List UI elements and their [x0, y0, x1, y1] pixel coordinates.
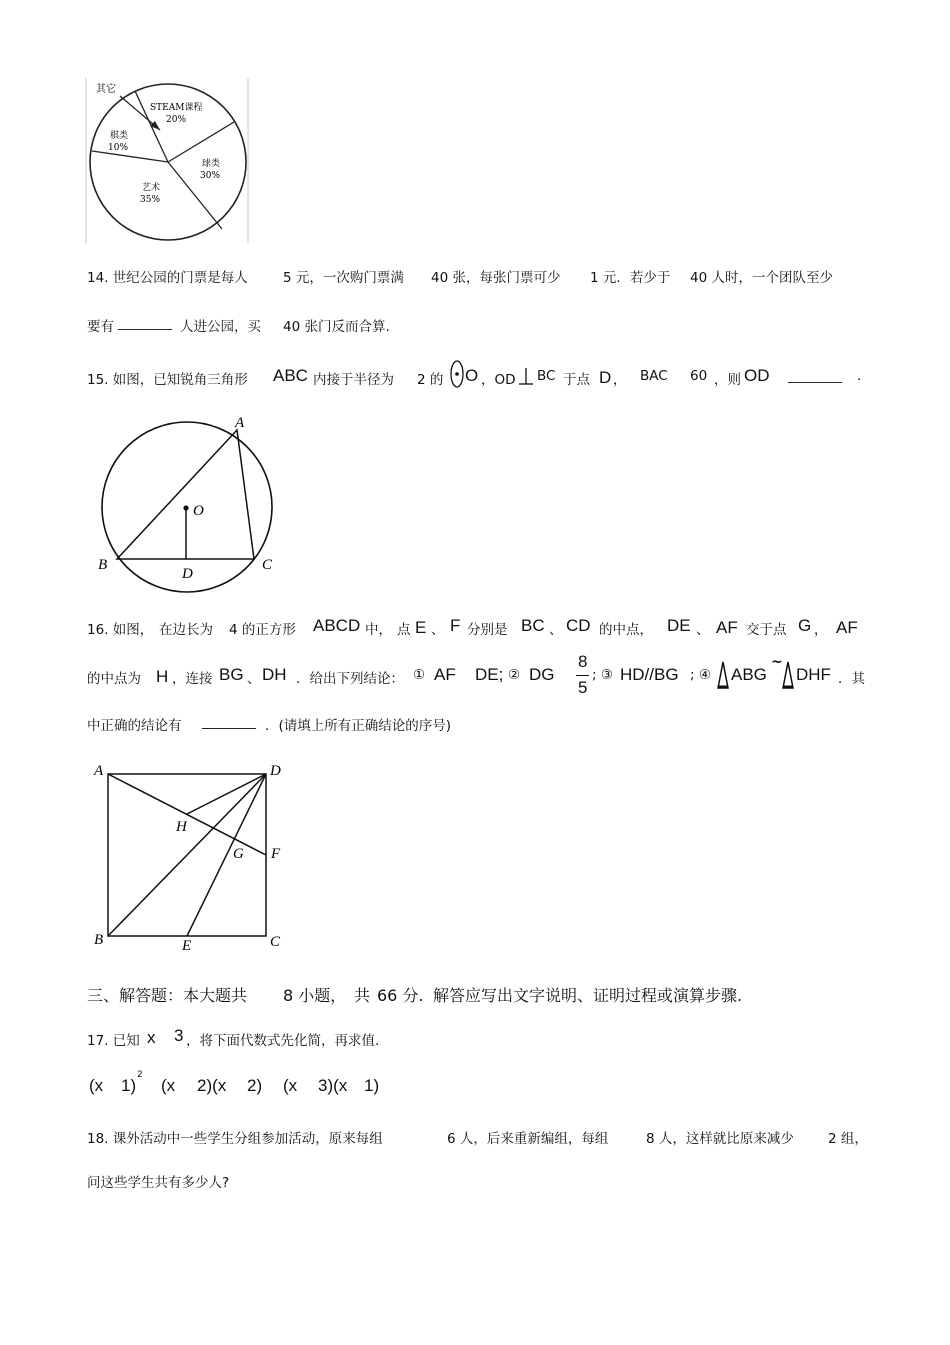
q15-text-4: ，OD: [481, 372, 516, 388]
q17-exponent: 2: [137, 1070, 143, 1080]
q16-dh: DH: [262, 665, 287, 684]
q16-sep3: 、: [696, 622, 710, 638]
q16-label-a: A: [94, 763, 104, 779]
q14-line1-b: 5 元，一次购门票满: [283, 270, 404, 286]
q14-line2-prefix: 要有: [87, 319, 114, 335]
q15-text-1: 15. 如图，已知锐角三角形: [87, 372, 248, 388]
q16-a2: 在边长为: [159, 622, 213, 638]
q16-bg: BG: [219, 665, 244, 684]
q16-a9: ，: [814, 622, 828, 638]
q16-sep1: 、: [431, 622, 445, 638]
q14-line1-c: 40 张，每张门票可少: [431, 270, 561, 286]
pie-pct-art: 35%: [140, 195, 161, 205]
q16-b2: ，连接: [172, 671, 213, 687]
q16-dhf: DHF: [796, 665, 831, 684]
q16-b4: ．其: [838, 671, 865, 687]
q16-dg: DG: [529, 665, 555, 684]
pie-chart: [84, 78, 254, 246]
q17-expr-7: 3)(x: [318, 1076, 348, 1095]
q16-l3b: ．(请填上所有正确结论的序号): [265, 718, 452, 734]
q16-label-e: E: [182, 938, 192, 954]
q16-a8: 交于点: [746, 622, 787, 638]
q16-e: E: [415, 618, 427, 637]
pie-pct-steam: 20%: [166, 115, 187, 125]
q16-label-d: D: [270, 763, 281, 779]
q17-x: x: [147, 1028, 156, 1047]
q14-blank: ________: [118, 315, 172, 331]
q16-b1: 的中点为: [87, 671, 141, 687]
q18-text-1: 18. 课外活动中一些学生分组参加活动，原来每组: [87, 1131, 383, 1147]
q16-f: F: [450, 616, 461, 635]
q16-g: G: [798, 616, 812, 635]
q17-expr-8: 1): [364, 1076, 380, 1095]
q15-text-6: 于点: [563, 372, 590, 388]
q17-three: 3: [174, 1026, 184, 1045]
triangle-symbol-2: [781, 660, 795, 690]
q16-label-c: C: [270, 934, 281, 950]
q15-text-7: ，: [613, 372, 627, 388]
q16-abg: ABG: [731, 665, 767, 684]
q16-de: DE: [667, 616, 691, 635]
section3-text-1: 三、解答题：本大题共: [87, 986, 248, 1005]
q17-expr-6: (x: [283, 1076, 298, 1095]
q16-l3a: 中正确的结论有: [87, 718, 182, 734]
q15-text-3: 2 的: [417, 372, 444, 388]
similar-symbol: ~: [771, 654, 783, 670]
q16-hdbg: HD//BG: [620, 665, 679, 684]
q16-af2: AF: [836, 618, 858, 637]
q16-a1: 16. 如图，: [87, 622, 154, 638]
q15-o: O: [465, 366, 479, 385]
q17-expr-2: 1): [121, 1076, 137, 1095]
q14-line1-d: 1 元．若少于: [590, 270, 671, 286]
q16-blank: ________: [202, 714, 256, 730]
q15-label-b: B: [98, 557, 108, 573]
circle-dot-symbol: [449, 359, 465, 389]
q15-label-a: A: [235, 415, 245, 431]
q16-bc: BC: [521, 616, 545, 635]
q16-sep2: 、: [549, 622, 563, 638]
pie-pct-chess: 10%: [108, 143, 129, 153]
section3-text-2: 共: [354, 986, 371, 1005]
q17-text-1: 17. 已知: [87, 1033, 140, 1049]
q16-label-g: G: [233, 846, 244, 862]
pie-label-steam: STEAM课程: [150, 103, 203, 113]
q15-figure: [90, 412, 290, 597]
q16-label-b: B: [94, 932, 104, 948]
triangle-symbol-1: [716, 660, 730, 690]
pie-label-ball: 球类: [202, 159, 221, 169]
q16-a7: 的中点，: [599, 622, 653, 638]
q16-b3: ．给出下列结论：: [296, 671, 404, 687]
section3-n: 8 小题，: [283, 986, 347, 1005]
q17-text-2: ，将下面代数式先化简，再求值.: [186, 1033, 380, 1049]
q16-a4: 中，: [365, 622, 392, 638]
q15-od: OD: [744, 366, 770, 385]
q16-a3: 4 的正方形: [229, 622, 296, 638]
q15-text-5: BC: [537, 368, 556, 384]
q16-abcd: ABCD: [313, 616, 361, 635]
q15-bac: BAC: [640, 368, 668, 384]
q15-label-d: D: [182, 566, 193, 582]
q17-expr-1: (x: [89, 1076, 104, 1095]
q14-line2-suffix: 人进公园，买: [180, 319, 261, 335]
q15-dot: .: [857, 368, 862, 384]
pie-label-chess: 棋类: [110, 131, 129, 141]
q16-c1: ①: [413, 667, 426, 683]
q18-text-3: 8 人，这样就比原来减少: [646, 1131, 794, 1147]
q16-frac-den: 5: [578, 678, 588, 697]
q14-line1-e: 40 人时，一个团队至少: [690, 270, 833, 286]
q14-line1-a: 14. 世纪公园的门票是每人: [87, 270, 248, 286]
q15-sixty: 60: [690, 368, 708, 384]
q16-de2: DE;: [475, 665, 504, 684]
q14-line2-tail: 40 张门反而合算.: [283, 319, 390, 335]
q16-af3: AF: [434, 665, 456, 684]
q18-text-2: 6 人，后来重新编组，每组: [447, 1131, 609, 1147]
pie-label-art: 艺术: [142, 183, 161, 193]
q16-cd: CD: [566, 616, 591, 635]
q16-frac-bar: [576, 675, 589, 676]
q15-label-c: C: [262, 557, 273, 573]
q15-label-o: O: [193, 503, 204, 519]
q18-line-2: 问这些学生共有多少人?: [87, 1175, 230, 1191]
q16-c2: ②: [508, 667, 521, 683]
q17-expr-3: (x: [161, 1076, 176, 1095]
pie-pct-ball: 30%: [200, 171, 221, 181]
q15-text-8: ，则: [714, 372, 741, 388]
section3-text-3: 解答应写出文字说明、证明过程或演算步骤.: [433, 986, 743, 1005]
q16-a5: 点: [397, 622, 411, 638]
q16-figure: [88, 760, 298, 955]
q16-label-h: H: [176, 819, 187, 835]
perpendicular-symbol: [518, 366, 534, 386]
q15-abc: ABC: [273, 366, 308, 385]
q16-c4: ; ④: [690, 667, 711, 683]
q17-expr-4: 2)(x: [197, 1076, 227, 1095]
q16-c3: ; ③: [592, 667, 613, 683]
q15-blank: ________: [788, 368, 842, 384]
q16-sep4: 、: [247, 671, 261, 687]
q15-d: D: [599, 368, 612, 387]
q16-label-f: F: [271, 846, 281, 862]
pie-label-other: 其它: [96, 84, 116, 95]
q15-text-2: 内接于半径为: [313, 372, 394, 388]
q16-af: AF: [716, 618, 738, 637]
q16-h: H: [156, 667, 169, 686]
q16-a6: 分别是: [467, 622, 508, 638]
q17-expr-5: 2): [247, 1076, 263, 1095]
q16-frac-num: 8: [578, 652, 588, 671]
q18-text-4: 2 组，: [828, 1131, 868, 1147]
section3-score: 66 分.: [377, 986, 424, 1005]
